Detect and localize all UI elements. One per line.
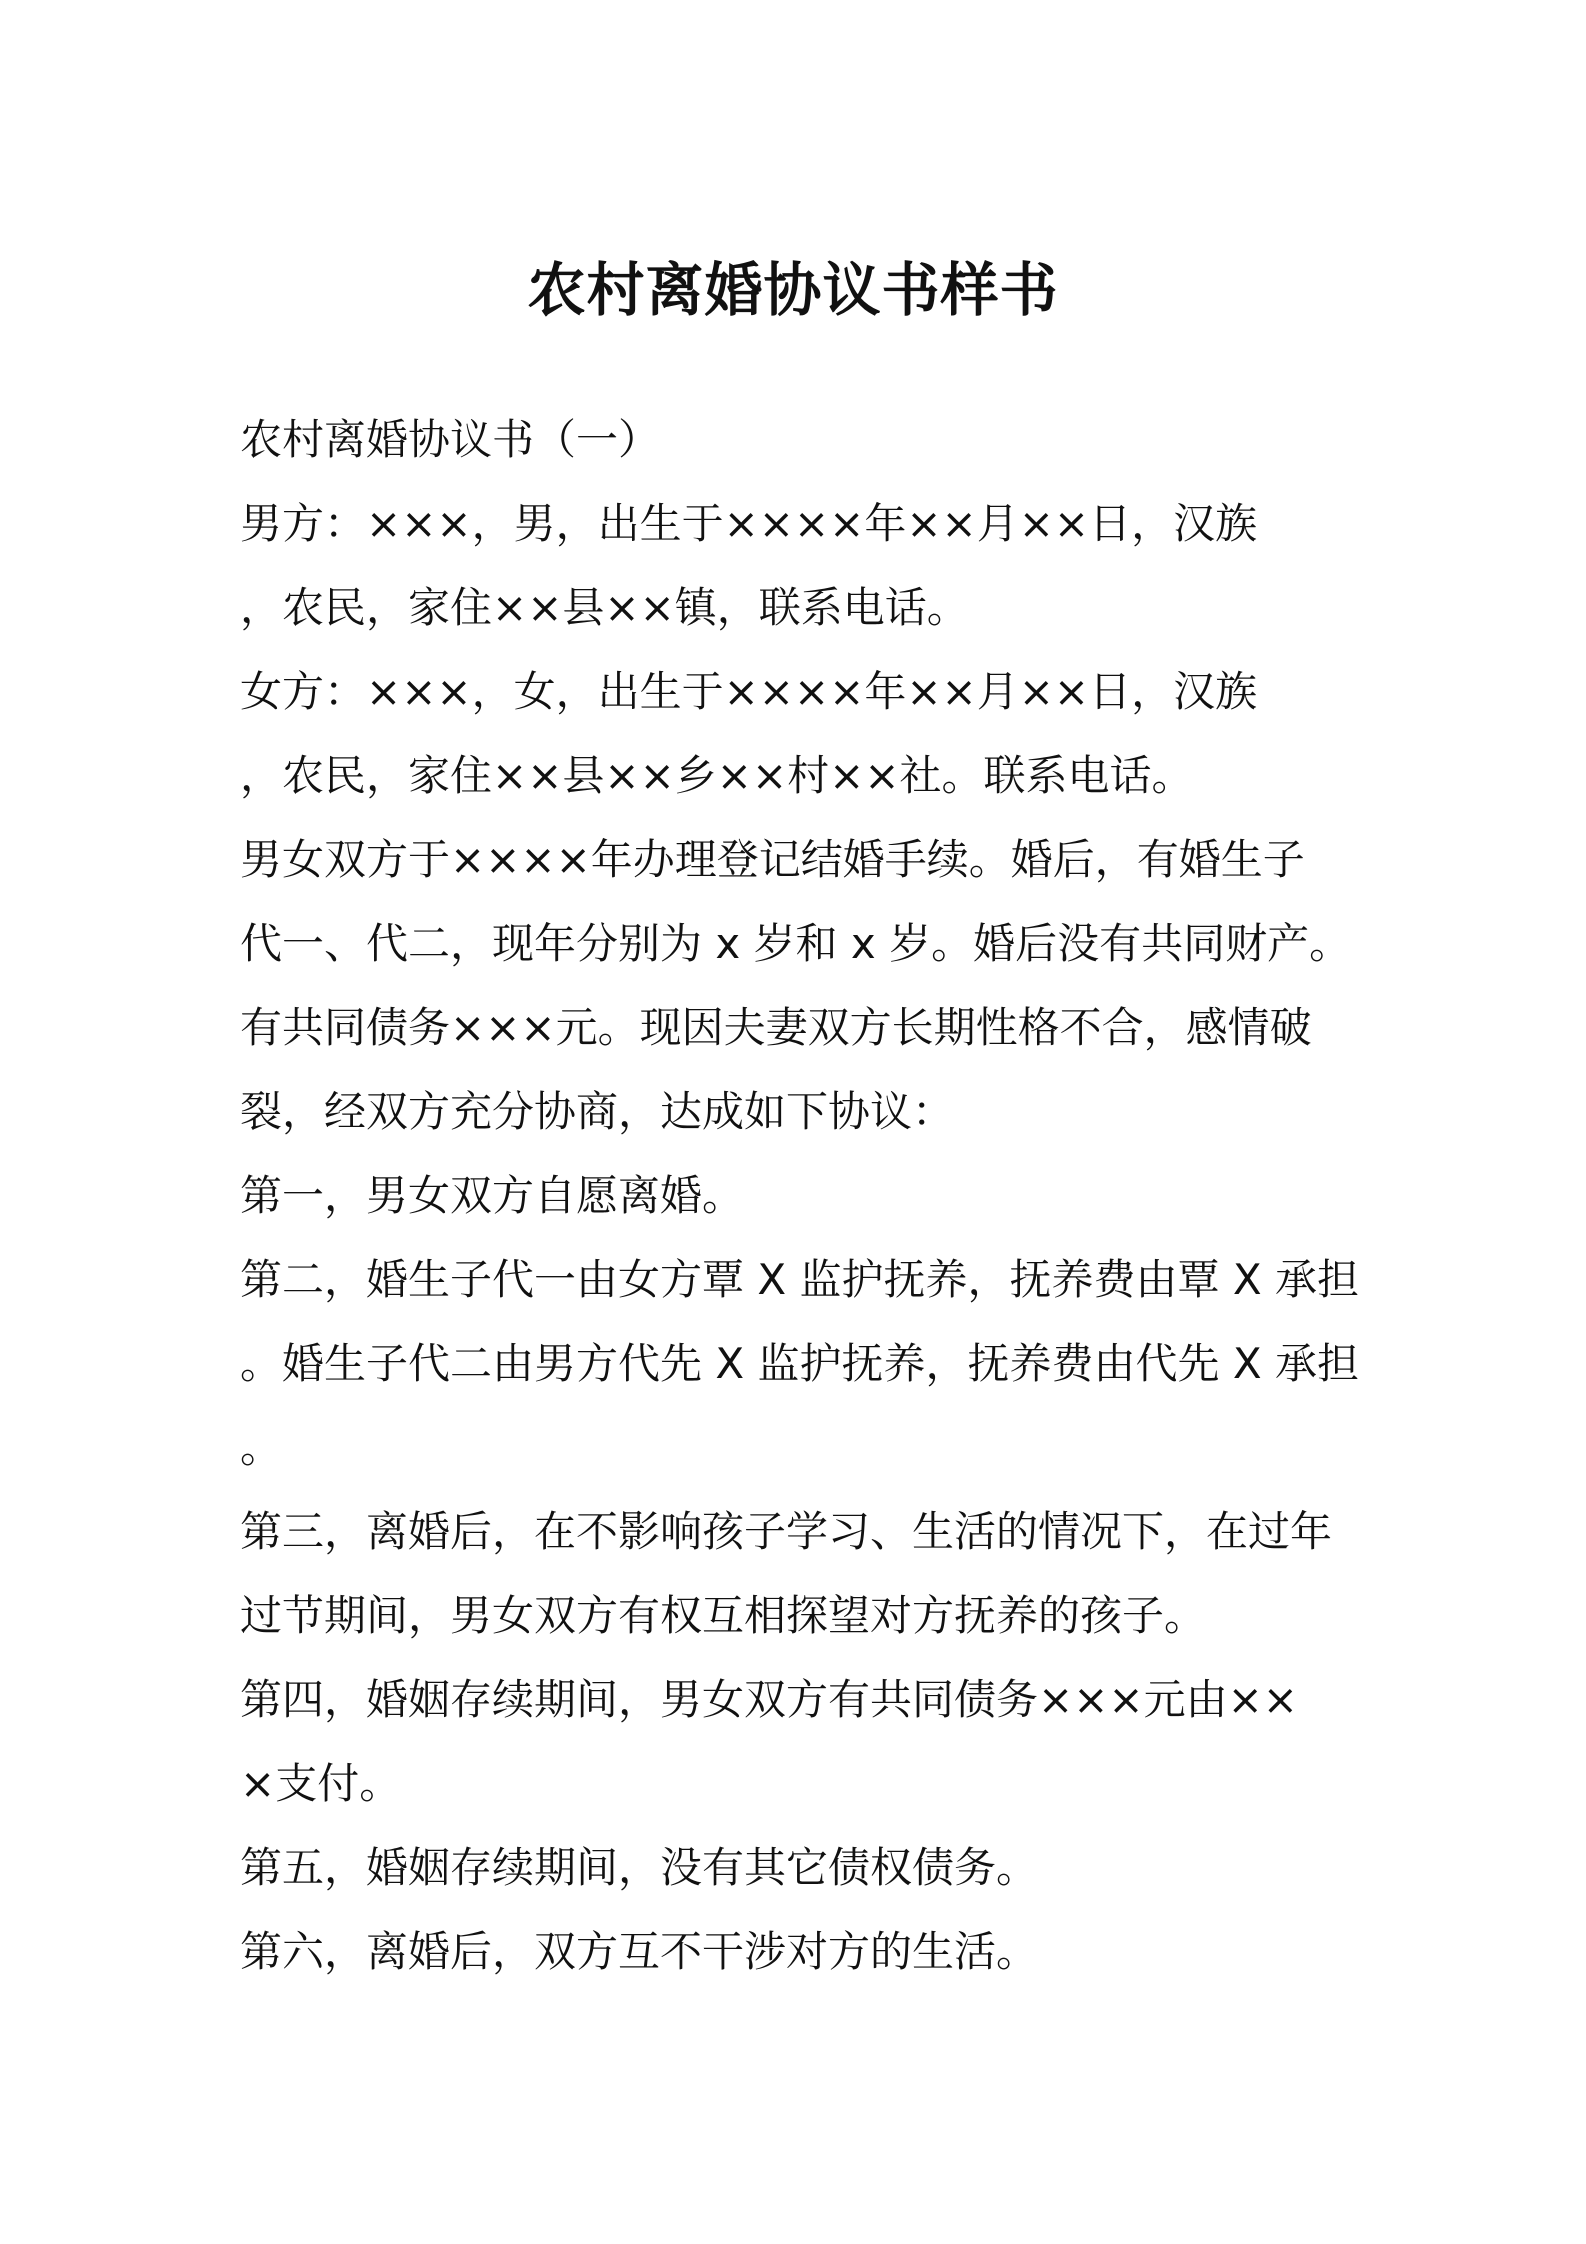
text-line: 男女双方于××××年办理登记结婚手续。婚后，有婚生子 bbox=[240, 835, 1305, 884]
text-line: 裂，经双方充分协商，达成如下协议： bbox=[240, 1087, 955, 1136]
clause-line: 过节期间，男女双方有权互相探望对方抚养的孩子。 bbox=[240, 1591, 1207, 1640]
section-heading: 农村离婚协议书（一） bbox=[240, 415, 661, 464]
document-title: 农村离婚协议书样书 bbox=[527, 256, 1059, 324]
text-line: 男方：×××，男，出生于××××年××月××日，汉族 bbox=[240, 499, 1258, 548]
text-line: 女方：×××，女，出生于××××年××月××日，汉族 bbox=[240, 667, 1258, 716]
clause-line: 第六，离婚后，双方互不干涉对方的生活。 bbox=[240, 1927, 1039, 1976]
clause-line: 第四，婚姻存续期间，男女双方有共同债务×××元由×× bbox=[240, 1675, 1298, 1724]
text-line: ，农民，家住××县××镇，联系电话。 bbox=[240, 583, 969, 632]
clause-line: 第三，离婚后，在不影响孩子学习、生活的情况下，在过年 bbox=[240, 1507, 1333, 1556]
text-line: 代一、代二，现年分别为 x 岁和 x 岁。婚后没有共同财产。 bbox=[240, 919, 1352, 968]
text-line: ，农民，家住××县××乡××村××社。联系电话。 bbox=[240, 751, 1194, 800]
text-line: 有共同债务×××元。现因夫妻双方长期性格不合，感情破 bbox=[240, 1003, 1312, 1052]
clause-line: 第五，婚姻存续期间，没有其它债权债务。 bbox=[240, 1843, 1039, 1892]
clause-line: 。婚生子代二由男方代先 X 监护抚养，抚养费由代先 X 承担 bbox=[240, 1339, 1359, 1388]
clause-line: 第一，男女双方自愿离婚。 bbox=[240, 1171, 745, 1220]
clause-line: 。 bbox=[240, 1423, 283, 1472]
clause-line: 第二，婚生子代一由女方覃 X 监护抚养，抚养费由覃 X 承担 bbox=[240, 1255, 1359, 1304]
clause-line: ×支付。 bbox=[240, 1759, 402, 1808]
document-body bbox=[240, 398, 1360, 1994]
